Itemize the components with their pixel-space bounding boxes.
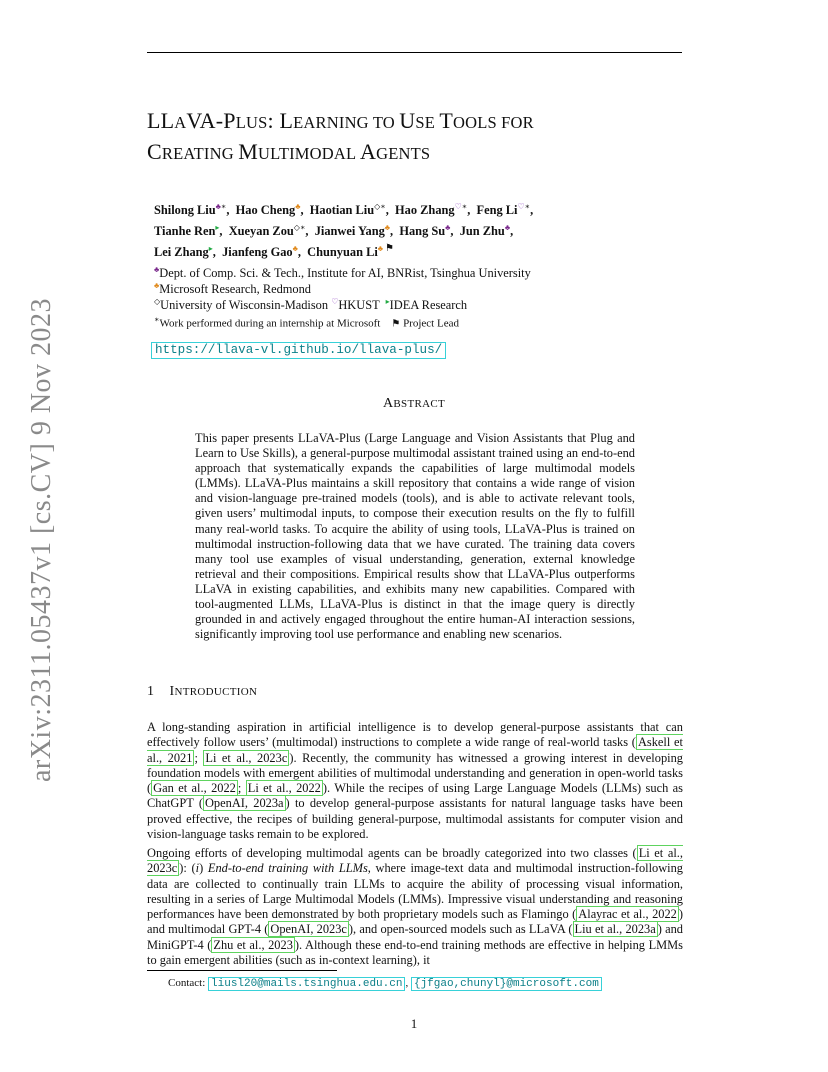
citation-link[interactable]: Li et al., 2022 — [247, 781, 321, 795]
intro-paragraph-1: A long-standing aspiration in artificial intelligence is to develop general-purpose assistants that can effectively follow users’ (multimodal) instructions to complete a wide range of real-world tasks ( Askell et al., 2021 ; Li et al., 2023c ). Recently, the community has witnessed a growing interest in developing foundation models with emergent abilities of multimodal understanding and generation in open-world tasks ( Gan et al., 2022 ; Li et al., 2022 ). While the recipes of using Large Language Models (LLMs) such as ChatGPT ( OpenAI, 2023a ) to develop general-purpose assistants for natural language tasks have been proved effective, the recipes of building general-purpose, multimodal assistants for computer vision and vision-language tasks remain to be explored. — [147, 720, 683, 841]
section-heading: 1 INTRODUCTION — [147, 684, 258, 699]
top-rule — [147, 52, 682, 53]
footnote-rule — [147, 970, 337, 971]
project-url-link[interactable]: https://llava-vl.github.io/llava-plus/ — [151, 342, 446, 359]
email-link[interactable]: liusl20@mails.tsinghua.edu.cn — [208, 977, 405, 991]
email-link[interactable]: {jfgao,chunyl}@microsoft.com — [411, 977, 602, 991]
paper-title: LLAVA-PLUS: LEARNING TO USE TOOLS FOR CREATING MULTIMODAL AGENTS — [147, 108, 534, 164]
citation-link[interactable]: Askell et al., 2021 — [147, 735, 683, 765]
citation-link[interactable]: Alayrac et al., 2022 — [578, 907, 677, 921]
citation-link[interactable]: Liu et al., 2023a — [574, 922, 656, 937]
abstract-heading: ABSTRACT — [382, 396, 446, 411]
citation-link[interactable]: Zhu et al., 2023 — [213, 937, 293, 952]
citation-link[interactable]: Li et al., 2023c — [147, 846, 683, 876]
citation-link[interactable]: OpenAI, 2023a — [204, 796, 284, 811]
arxiv-identifier: arXiv:2311.05437v1 [cs.CV] 9 Nov 2023 — [26, 297, 57, 783]
affiliation-tsinghua: ♣Dept. of Comp. Sci. & Tech., Institute for AI, BNRist, Tsinghua University — [154, 265, 531, 281]
intro-paragraph-2: Ongoing efforts of developing multimodal agents can be broadly categorized into two classes ( Li et al., 2023c ): (i) End-to-end training with LLMs, where image-text data and multimodal instruction-following data are collected to continually train LLMs to acquire the ability of processing visual information, resulting in a series of Large Multimodal Models (LMMs). Impressive visual understanding and reasoning performances have been demonstrated by both proprietary models such as Flamingo ( Alayrac et al., 2022 ) and multimodal GPT-4 ( OpenAI, 2023c ), and open-sourced models such as LLaVA ( Liu et al., 2023a ) and MiniGPT-4 ( Zhu et al., 2023 ). Although these end-to-end training methods are effective in helping LMMs to gain emergent abilities (such as in-context learning), it — [147, 846, 684, 967]
citation-link[interactable]: Li et al., 2023c — [205, 750, 288, 765]
page-number: 1 — [410, 1016, 418, 1031]
affiliation-notes: ∗Work performed during an internship at Microsoft ⚑ Project Lead — [154, 315, 459, 330]
citation-link[interactable]: Gan et al., 2022 — [153, 781, 236, 795]
contact-footnote: Contact: liusl20@mails.tsinghua.edu.cn , {jfgao,chunyl}@microsoft.com — [168, 977, 602, 990]
affiliation-microsoft: ♣Microsoft Research, Redmond — [154, 281, 311, 297]
abstract-text: This paper presents LLaVA-Plus (Large Language and Vision Assistants that Plug and Learn to Use Skills), a general-purpose multimodal assistant trained using an end-to-end approach that systematically expands the capabilities of large multimodal models (LMMs). LLaVA-Plus maintains a skill repository that contains a wide range of vision and vision-language pre-trained models (tools), and is able to activate relevant tools, given users’ multimodal inputs, to compose their execution results on the fly to fulfill many real-world tasks. To acquire the ability of using tools, LLaVA-Plus is trained on multimodal instruction-following data that we have curated. The training data covers many tool use examples of visual understanding, generation, external knowledge retrieval and their compositions. Empirical results show that LLaVA-Plus outperforms LLaVA in existing capabilities, and exhibits many new capabilities. Compared with tool-augmented LLMs, LLaVA-Plus is distinct in that the image query is directly grounded in and actively engaged throughout the entire human-AI interaction sessions, significantly improving tool use performance and enabling new scenarios. — [195, 431, 635, 642]
citation-link[interactable]: OpenAI, 2023c — [270, 922, 347, 937]
affiliation-other: ◇University of Wisconsin-Madison ♡HKUST ▸IDEA Research — [154, 297, 468, 313]
author-list: Shilong Liu♣∗, Hao Cheng♣, Haotian Liu◇∗, Hao Zhang♡∗, Feng Li♡∗, Tianhe Ren▸, Xueyan Zou◇∗, Jianwei Yang♣, Hang Su♣, Jun Zhu♣, Lei Zhang▸, Jianfeng Gao♣, Chunyuan Li♣ ⚑ — [154, 202, 534, 260]
